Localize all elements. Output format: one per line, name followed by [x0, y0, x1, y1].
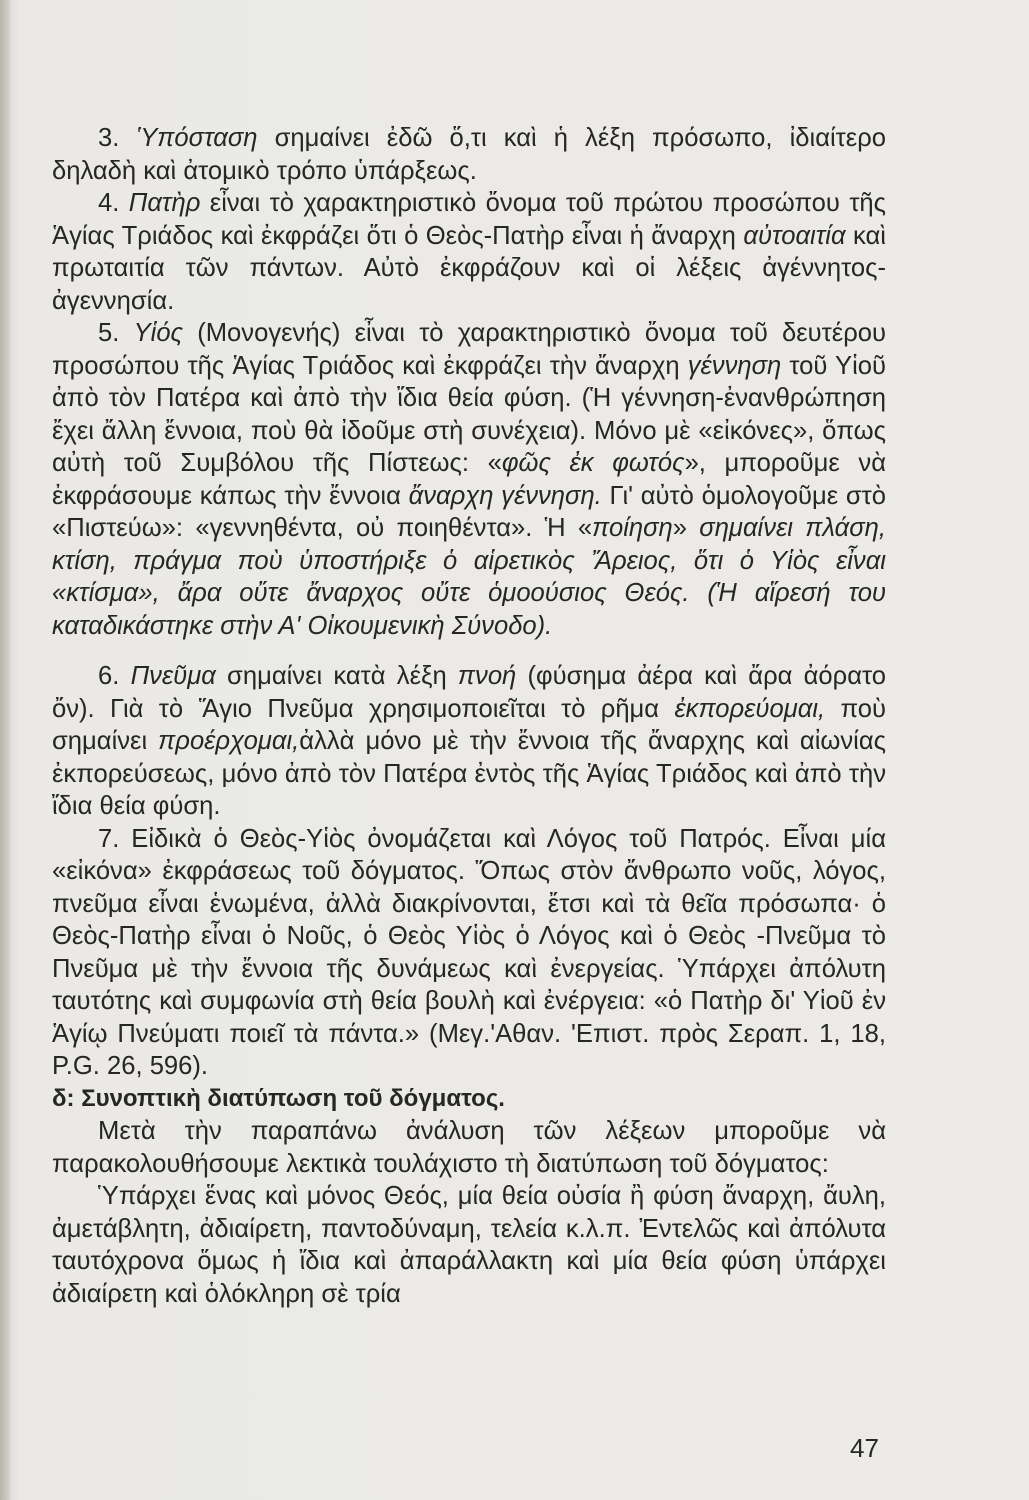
- emphasis-text: ἄναρχη γέννηση.: [408, 481, 602, 510]
- paragraph-8: Μετὰ τὴν παραπάνω ἀνάλυση τῶν λέξεων μποροῦμε νὰ παρακολουθήσουμε λεκτικὰ τουλάχιστο τὴ διατύπωση τοῦ δόγματος:: [52, 1117, 886, 1178]
- emphasis-text: προέρχομαι,: [158, 727, 300, 755]
- paragraph-text: σημαίνει κατὰ λέξη: [215, 662, 458, 690]
- emphasis-text: ἐκπορεύομαι,: [674, 694, 826, 723]
- paragraph-3: [52, 122, 886, 187]
- emphasis-text: αὐτοαιτία: [743, 221, 846, 250]
- paragraph-6: [52, 660, 886, 823]
- paragraph-9: Ὑπάρχει ἕνας καὶ μόνος Θεός, μία θεία οὐσία ἢ φύση ἄναρχη, ἄυλη, ἀμετάβλητη, ἀδιαίρετη, παντοδύναμη, τελεία κ.λ.π. Ἐντελῶς καὶ ἀπόλυτα ταυτόχρονα ὅμως ἡ ἴδια καὶ ἀπαράλλακτη καὶ μία θεία φύση ὑπάρχει ἀδιαίρετη καὶ ὁλόκληρη σὲ τρία: [52, 1182, 886, 1308]
- page-body: [52, 122, 886, 1310]
- paragraph-text: σημαίνει ἐδῶ ὅ,τι καὶ ἡ λέξη πρόσωπο, ἰδιαίτερο δηλαδὴ καὶ ἀτομικὸ τρόπο ὑπάρξεως.: [52, 124, 886, 185]
- term-pater: Πατὴρ: [128, 189, 201, 217]
- paragraph-text: (Μονογενής) εἶναι τὸ χαρακτηριστικὸ ὄνομα τοῦ δευτέρου προσώπου τῆς Ἁγίας Τριάδος καὶ ἐκφράζει τὴν ἄναρχη: [52, 319, 886, 380]
- item-number: 4.: [98, 189, 120, 217]
- book-spine: [0, 0, 10, 1500]
- item-number: 3.: [98, 124, 120, 152]
- paragraph-4: [52, 187, 886, 317]
- emphasis-text: πνοή: [457, 662, 517, 690]
- page-number: 47: [850, 1433, 879, 1463]
- paragraph-text: ἀλλὰ μόνο μὲ τὴν ἔννοια τῆς ἄναρχης καὶ αἰωνίας ἐκπορεύσεως, μόνο ἀπὸ τὸν Πατέρα ἐντὸς τῆς Ἁγίας Τριάδος καὶ ἀπὸ τὴν ἴδια θεία φύση.: [52, 727, 887, 820]
- term-pneuma: Πνεῦμα: [130, 662, 216, 690]
- paragraph-text: καὶ πρωταιτία τῶν πάντων. Αὐτὸ ἐκφράζουν καὶ οἱ λέξεις ἀγέννητος-ἀγεννησία.: [52, 221, 886, 315]
- emphasis-text: φῶς ἐκ φωτός: [501, 449, 685, 477]
- item-number: 5.: [98, 319, 120, 347]
- paragraph-text: ποὺ σημαίνει: [52, 694, 886, 755]
- paragraph-text: εἶναι τὸ χαρακτηριστικὸ ὄνομα τοῦ πρώτου προσώπου τῆς Ἁγίας Τριάδος καὶ ἐκφράζει ὅτι ὁ Θεὸς-Πατὴρ εἶναι ἡ ἄναρχη: [52, 189, 886, 250]
- paragraph-gap: [52, 642, 886, 660]
- paragraph-7: 7. Εἰδικὰ ὁ Θεὸς-Υἱὸς ὀνομάζεται καὶ Λόγος τοῦ Πατρός. Εἶναι μία «εἰκόνα» ἐκφράσεως τοῦ δόγματος. Ὅπως στὸν ἄνθρωπο νοῦς, λόγος, πνεῦμα εἶναι ἑνωμένα, ἀλλὰ διακρίνονται, ἔτσι καὶ τὰ θεῖα πρόσωπα· ὁ Θεὸς-Πατὴρ εἶναι ὁ Νοῦς, ὁ Θεὸς Υἱὸς ὁ Λόγος καὶ ὁ Θεὸς -Πνεῦμα τὸ Πνεῦμα μὲ τὴν ἔννοια τῆς δυνάμεως καὶ ἐνεργείας. Ὑπάρχει ἀπόλυτη ταυτότης καὶ συμφωνία στὴ θεία βουλὴ καὶ ἐνέργεια: «ὁ Πατὴρ δι' Υἱοῦ ἐν Ἁγίῳ Πνεύματι ποιεῖ τὰ πάντα.» (Μεγ.'Αθαν. 'Επιστ. πρὸς Σεραπ. 1, 18, P.G. 26, 596).: [52, 824, 886, 1080]
- emphasis-text: ποίηση: [592, 514, 673, 542]
- paragraph-5: [52, 317, 886, 642]
- section-heading: δ: Συνοπτικὴ διατύπωση τοῦ δόγματος.: [52, 1084, 505, 1112]
- paragraph-text: (φύσημα ἀέρα καὶ ἄρα ἀόρατο ὄν). Γιὰ τὸ Ἅγιο Πνεῦμα χρησιμοποιεῖται τὸ ρῆμα: [52, 662, 886, 723]
- paragraph-text: »: [672, 514, 700, 542]
- emphasis-text: σημαίνει πλάση, κτίση, πράγμα ποὺ ὑποστήριξε ὁ αἱρετικὸς Ἄρειος, ὅτι ὁ Υἱὸς εἶναι «κτίσμα», ἄρα οὔτε ἄναρχος οὔτε ὁμοούσιος Θεός. (Ἡ αἵρεσή του καταδικάστηκε στὴν Α' Οἰκουμενικὴ Σύνοδο).: [52, 514, 886, 640]
- item-number: 6.: [98, 662, 120, 690]
- paragraph-text: », μποροῦμε νὰ ἐκφράσουμε κάπως τὴν ἔννοια: [52, 449, 887, 510]
- emphasis-text: γέννηση: [687, 351, 782, 380]
- term-hypostasis: Ὑπόσταση: [136, 124, 258, 152]
- term-yios: Υἱός: [133, 319, 184, 347]
- paragraph-text: τοῦ Υἱοῦ ἀπὸ τὸν Πατέρα καὶ ἀπὸ τὴν ἴδια θεία φύση. (Ἡ γέννηση-ἐνανθρώπηση ἔχει ἄλλη ἔννοια, ποὺ θὰ ἰδοῦμε στὴ συνέχεια). Μόνο μὲ «εἰκόνες», ὅπως αὐτὴ τοῦ Συμβόλου τῆς Πίστεως: «: [52, 351, 886, 477]
- paragraph-text: Γι' αὐτὸ ὁμολογοῦμε στὸ «Πιστεύω»: «γεννηθέντα, οὐ ποιηθέντα». Ἡ «: [52, 481, 886, 542]
